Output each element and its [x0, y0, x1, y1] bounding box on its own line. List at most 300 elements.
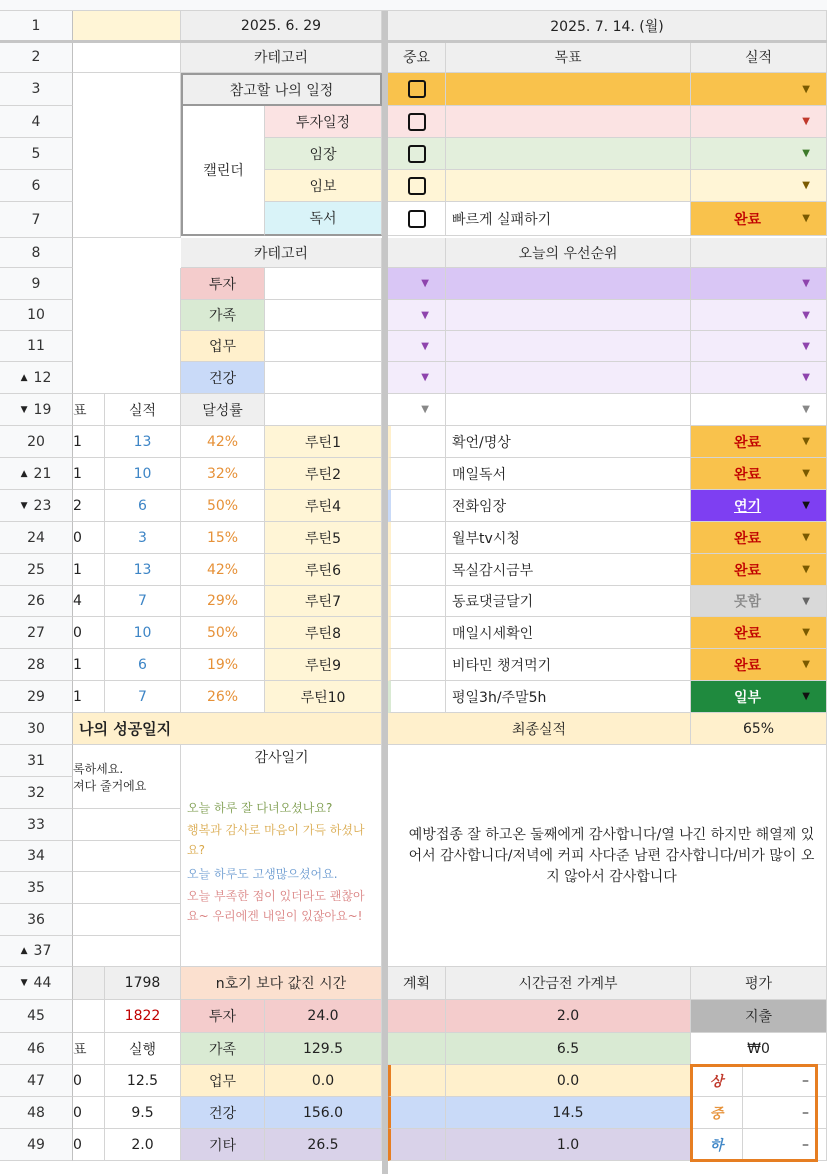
result-5[interactable]	[691, 138, 827, 170]
priority-category-2: 업무	[181, 331, 265, 362]
result-7[interactable]	[691, 202, 827, 236]
priority-dd-3[interactable]	[388, 362, 446, 394]
row-number: 3	[31, 81, 41, 97]
gratitude-text: 예방접종 잘 하고온 둘째에게 감사합니다/열 나긴 하지만 해열제 있어서 감사합니다/저녁에 커피 사다준 남편 감사합니다/비가 많이 오지 않아서 감사합니다	[408, 827, 815, 885]
routine-name: 루틴10	[265, 681, 382, 713]
schedule-item-invest: 투자일정	[265, 106, 382, 138]
eval-header: 평가	[691, 967, 827, 1000]
routine-result: 3	[105, 522, 181, 554]
dropdown-arrow-icon[interactable]: ▼	[802, 372, 810, 383]
dropdown-arrow-icon[interactable]: ▼	[802, 627, 810, 638]
row-header[interactable]	[0, 300, 73, 331]
routine-col-a: 0	[73, 522, 105, 554]
priority-category-header: 카테고리	[181, 238, 382, 268]
routine-status-dropdown[interactable]	[691, 649, 827, 681]
routine-status-dropdown[interactable]	[691, 554, 827, 586]
ledger-col-a: 0	[73, 1065, 105, 1097]
dropdown-arrow-icon[interactable]: ▼	[802, 564, 810, 575]
dropdown-arrow-icon[interactable]: ▼	[802, 404, 810, 415]
goal-4[interactable]	[446, 106, 691, 138]
row-header[interactable]	[0, 1033, 73, 1065]
cell-b9-12[interactable]	[73, 268, 181, 394]
success-journal-title: 나의 성공일지	[73, 713, 382, 745]
calendar-label: 캘린더	[181, 106, 265, 236]
ledger-plan[interactable]: 1.0	[446, 1129, 691, 1161]
routine-priority-a[interactable]	[388, 426, 446, 458]
routine-rate: 19%	[181, 649, 265, 681]
routine-col-a: 1	[73, 649, 105, 681]
row-number: 36	[27, 911, 45, 928]
ledger-plan[interactable]: 14.5	[446, 1097, 691, 1129]
routine-status-dropdown[interactable]	[691, 681, 827, 713]
row-number: 29	[27, 688, 45, 705]
ledger-cat: 업무	[181, 1065, 265, 1097]
routine-rate: 29%	[181, 586, 265, 617]
priority-dd-2[interactable]	[388, 331, 446, 362]
dropdown-arrow-icon[interactable]: ▼	[802, 468, 810, 479]
routine-task[interactable]: 월부tv시청	[446, 522, 691, 554]
routine-col-a: 1	[73, 681, 105, 713]
routine-status-dropdown[interactable]	[691, 617, 827, 649]
routine-name: 루틴8	[265, 617, 382, 649]
routine-blank-19	[265, 394, 382, 426]
date-left[interactable]: 2025. 6. 29	[181, 11, 382, 42]
routine-col-a: 1	[73, 426, 105, 458]
row-number: 47	[27, 1072, 45, 1089]
row-number: 19	[33, 401, 52, 418]
today-priority-header: 오늘의 우선순위	[446, 238, 691, 268]
ledger-col-a: 0	[73, 1129, 105, 1161]
result-3[interactable]	[691, 73, 827, 106]
ledger-plan-a[interactable]	[388, 1097, 446, 1129]
row-header[interactable]	[0, 458, 73, 490]
schedule-item-imbo: 임보	[265, 170, 382, 202]
row-header[interactable]	[0, 106, 73, 138]
dropdown-arrow-icon[interactable]: ▼	[802, 659, 810, 670]
priority-dd-19[interactable]	[388, 394, 446, 426]
dropdown-arrow-icon[interactable]: ▼	[421, 278, 429, 289]
grade-label: 상	[691, 1065, 743, 1097]
gratitude-title: 감사일기	[254, 750, 309, 766]
row-header[interactable]	[0, 202, 73, 238]
top-strip	[0, 0, 827, 11]
routine-priority-a[interactable]	[388, 586, 446, 617]
grade-spacer	[818, 1129, 827, 1161]
row-number: 4	[31, 113, 41, 130]
routine-col-a: 0	[73, 617, 105, 649]
routine-result: 7	[105, 681, 181, 713]
routine-status-text: 연기	[733, 498, 762, 515]
routine-name: 루틴7	[265, 586, 382, 617]
row-number: 35	[27, 879, 45, 896]
priority-blank-header	[388, 238, 446, 268]
importance-6[interactable]	[388, 170, 446, 202]
row-header[interactable]	[0, 681, 73, 713]
dropdown-arrow-icon[interactable]: ▼	[421, 404, 429, 415]
routine-status-text: 완료	[733, 434, 762, 451]
goal-6[interactable]	[446, 170, 691, 202]
row-number: 2	[31, 49, 41, 65]
success-journal-line2: 져다 줄거에요	[73, 777, 181, 809]
row-header[interactable]	[0, 586, 73, 617]
priority-result-3[interactable]	[691, 362, 827, 394]
cell-a45	[73, 1000, 105, 1033]
checkbox-icon[interactable]	[408, 210, 426, 228]
routine-status-dropdown[interactable]	[691, 490, 827, 522]
checkbox-icon[interactable]	[408, 80, 426, 98]
result-4[interactable]	[691, 106, 827, 138]
row-number: 45	[27, 1008, 45, 1024]
row-header[interactable]	[0, 1129, 73, 1161]
priority-category-value-2[interactable]	[265, 331, 382, 362]
grade-label: 하	[691, 1129, 743, 1161]
routine-status-text: 못함	[733, 594, 762, 610]
goal-5[interactable]	[446, 138, 691, 170]
routine-rate: 50%	[181, 617, 265, 649]
routine-task[interactable]: 비타민 챙겨먹기	[446, 649, 691, 681]
row-number: 32	[27, 784, 45, 801]
grade-outline	[690, 1064, 818, 1162]
ledger-plan-a[interactable]	[388, 1065, 446, 1097]
result-7-text: 완료	[733, 211, 762, 228]
row-header[interactable]	[0, 522, 73, 554]
success-journal-35[interactable]	[73, 872, 181, 904]
expand-up-icon[interactable]: ▲	[20, 468, 28, 479]
row-header[interactable]	[0, 872, 73, 904]
cell-b3-7[interactable]	[73, 73, 181, 238]
routine-priority-a[interactable]	[388, 617, 446, 649]
family-plan-a[interactable]	[388, 1033, 446, 1065]
routine-status-text: 완료	[733, 466, 762, 483]
row-header[interactable]	[0, 967, 73, 1000]
routine-task[interactable]: 동료댓글달기	[446, 586, 691, 617]
routine-status-text: 완료	[733, 562, 762, 579]
cell-b2[interactable]	[73, 42, 181, 73]
row-number: 1	[31, 18, 41, 34]
row-number: 12	[33, 369, 52, 386]
routine-priority-a[interactable]	[388, 490, 446, 522]
routine-col-a: 2	[73, 490, 105, 522]
routine-result: 6	[105, 649, 181, 681]
goal-3[interactable]	[446, 73, 691, 106]
ledger-val: 26.5	[265, 1129, 382, 1161]
collapse-down-icon[interactable]: ▼	[20, 978, 28, 988]
row-header[interactable]	[0, 362, 73, 394]
frozen-divider-horizontal	[0, 40, 827, 43]
expand-up-icon[interactable]: ▲	[20, 372, 28, 383]
grade-label: 중	[691, 1097, 743, 1129]
family-val: 129.5	[265, 1033, 382, 1065]
priority-result-0[interactable]	[691, 268, 827, 300]
priority-task-3[interactable]	[446, 362, 691, 394]
row-header[interactable]	[0, 170, 73, 202]
grade-spacer	[818, 1065, 827, 1097]
row-number: 49	[27, 1136, 45, 1153]
result-header: 실적	[691, 42, 827, 73]
grade-value[interactable]: –	[743, 1065, 818, 1097]
value-1822: 1822	[105, 1000, 181, 1033]
routine-task[interactable]: 매일시세확인	[446, 617, 691, 649]
row-header[interactable]	[0, 713, 73, 745]
dropdown-arrow-icon[interactable]: ▼	[802, 83, 810, 95]
row-number: 46	[27, 1040, 45, 1057]
family-plan[interactable]: 6.5	[446, 1033, 691, 1065]
priority-category-value-3[interactable]	[265, 362, 382, 394]
priority-category-1: 가족	[181, 300, 265, 331]
dropdown-arrow-icon[interactable]: ▼	[421, 372, 429, 383]
routine-result: 6	[105, 490, 181, 522]
priority-task-0[interactable]	[446, 268, 691, 300]
family-cat: 가족	[181, 1033, 265, 1065]
ledger-plan[interactable]: 0.0	[446, 1065, 691, 1097]
routine-task[interactable]: 목실감시금부	[446, 554, 691, 586]
invest-plan-a[interactable]	[388, 1000, 446, 1033]
row-header[interactable]	[0, 617, 73, 649]
checkbox-icon[interactable]	[408, 145, 426, 163]
ledger-cat: 건강	[181, 1097, 265, 1129]
row-number: 8	[31, 244, 41, 261]
gratitude-prompt3: 오늘 하루도 고생많으셨어요.	[187, 867, 338, 881]
routine-priority-a[interactable]	[388, 458, 446, 490]
goal-header: 목표	[446, 42, 691, 73]
row-number: 28	[27, 656, 45, 673]
ledger-exec: 9.5	[105, 1097, 181, 1129]
row-header[interactable]	[0, 1000, 73, 1033]
routine-status-dropdown[interactable]	[691, 458, 827, 490]
routine-task[interactable]: 매일독서	[446, 458, 691, 490]
routine-priority-a[interactable]	[388, 554, 446, 586]
row-header[interactable]	[0, 238, 73, 268]
row-header[interactable]	[0, 649, 73, 681]
dropdown-arrow-icon[interactable]: ▼	[802, 213, 810, 224]
invest-val: 24.0	[265, 1000, 382, 1033]
row-number: 44	[33, 975, 52, 991]
importance-3[interactable]	[388, 73, 446, 106]
row-number: 9	[31, 275, 41, 292]
row-header[interactable]	[0, 554, 73, 586]
success-journal-line1: 록하세요.	[73, 745, 181, 777]
routine-name: 루틴4	[265, 490, 382, 522]
row-header[interactable]	[0, 73, 73, 106]
row-number: 27	[27, 624, 45, 641]
row-number: 25	[27, 561, 45, 578]
ledger-cat: 기타	[181, 1129, 265, 1161]
priority-category-3: 건강	[181, 362, 265, 394]
row-number: 21	[33, 465, 52, 482]
routine-status-dropdown[interactable]	[691, 586, 827, 617]
dropdown-arrow-icon[interactable]: ▼	[421, 340, 429, 352]
collapse-down-icon[interactable]: ▼	[20, 404, 28, 415]
importance-header: 중요	[388, 42, 446, 73]
routine-rate: 42%	[181, 554, 265, 586]
frozen-divider-vertical	[382, 0, 388, 1174]
row-number: 31	[27, 752, 45, 769]
routine-result: 7	[105, 586, 181, 617]
routine-col-a-header: 표	[73, 394, 105, 426]
priority-category-value-1[interactable]	[265, 300, 382, 331]
row-header[interactable]	[0, 268, 73, 300]
routine-rate: 42%	[181, 426, 265, 458]
row-header[interactable]	[0, 1097, 73, 1129]
time-title: n호기 보다 값진 시간	[181, 967, 382, 1000]
row-number: 7	[31, 211, 41, 228]
row-number: 23	[33, 497, 52, 514]
dropdown-arrow-icon[interactable]: ▼	[802, 691, 810, 702]
routine-rate: 15%	[181, 522, 265, 554]
exec-header: 실행	[105, 1033, 181, 1065]
priority-result-19[interactable]	[691, 394, 827, 426]
success-journal-37[interactable]	[73, 936, 181, 967]
importance-4[interactable]	[388, 106, 446, 138]
routine-status-text: 완료	[733, 625, 762, 642]
final-result-value: 65%	[691, 713, 827, 745]
routine-result: 10	[105, 617, 181, 649]
row-number: 37	[33, 943, 52, 959]
routine-status-text: 일부	[733, 689, 762, 706]
dropdown-arrow-icon[interactable]: ▼	[802, 436, 810, 447]
dropdown-arrow-icon[interactable]: ▼	[802, 595, 810, 607]
priority-result-1[interactable]	[691, 300, 827, 331]
grade-spacer	[818, 1097, 827, 1129]
priority-task-1[interactable]	[446, 300, 691, 331]
ledger-col-a-header: 표	[73, 1033, 105, 1065]
won-value: ₩0	[691, 1033, 827, 1065]
invest-cat: 투자	[181, 1000, 265, 1033]
routine-name: 루틴9	[265, 649, 382, 681]
importance-7[interactable]	[388, 202, 446, 236]
row-number: 11	[27, 338, 45, 354]
row-number: 10	[27, 307, 45, 323]
row-header[interactable]	[0, 777, 73, 809]
priority-category-0: 투자	[181, 268, 265, 300]
routine-col-a: 1	[73, 554, 105, 586]
ledger-val: 156.0	[265, 1097, 382, 1129]
routine-status-dropdown[interactable]	[691, 522, 827, 554]
dropdown-arrow-icon[interactable]: ▼	[802, 278, 810, 289]
grade-value[interactable]: –	[743, 1097, 818, 1129]
routine-result: 10	[105, 458, 181, 490]
dropdown-arrow-icon[interactable]: ▼	[802, 148, 810, 159]
routine-name: 루틴2	[265, 458, 382, 490]
routine-task[interactable]: 평일3h/주말5h	[446, 681, 691, 713]
gratitude-prompt4: 오늘 부족한 점이 있더라도 괜찮아요~ 우리에겐 내일이 있잖아요~!	[187, 889, 365, 923]
row-header[interactable]	[0, 809, 73, 841]
checkbox-icon[interactable]	[408, 177, 426, 195]
routine-priority-a[interactable]	[388, 522, 446, 554]
routine-col-a: 4	[73, 586, 105, 617]
dropdown-arrow-icon[interactable]: ▼	[802, 180, 810, 191]
routine-name: 루틴1	[265, 426, 382, 458]
routine-status-text: 완료	[733, 657, 762, 674]
dropdown-arrow-icon[interactable]: ▼	[802, 500, 810, 511]
dropdown-arrow-icon[interactable]: ▼	[802, 532, 810, 543]
row-header[interactable]	[0, 426, 73, 458]
cell-b1[interactable]	[73, 11, 181, 42]
ledger-exec: 12.5	[105, 1065, 181, 1097]
routine-rate-header: 달성률	[181, 394, 265, 426]
row-number: 33	[27, 816, 45, 833]
routine-col-a: 1	[73, 458, 105, 490]
priority-task-19[interactable]	[446, 394, 691, 426]
row-header[interactable]	[0, 490, 73, 522]
row-header[interactable]	[0, 936, 73, 967]
priority-dd-1[interactable]	[388, 300, 446, 331]
row-header[interactable]	[0, 904, 73, 936]
routine-task[interactable]: 확언/명상	[446, 426, 691, 458]
priority-task-2[interactable]	[446, 331, 691, 362]
importance-5[interactable]	[388, 138, 446, 170]
ledger-col-a: 0	[73, 1097, 105, 1129]
routine-rate: 26%	[181, 681, 265, 713]
row-header[interactable]	[0, 138, 73, 170]
row-number: 6	[31, 177, 41, 194]
goal-7[interactable]: 빠르게 실패하기	[446, 202, 691, 236]
routine-priority-a[interactable]	[388, 681, 446, 713]
row-number: 30	[27, 720, 45, 737]
schedule-item-reading: 독서	[265, 202, 382, 236]
row-header[interactable]	[0, 331, 73, 362]
schedule-item-imjang: 임장	[265, 138, 382, 170]
gratitude-prompt2: 행복과 감사로 마음이 가득 하셨나요?	[187, 823, 365, 857]
ledger-plan-a[interactable]	[388, 1129, 446, 1161]
routine-task[interactable]: 전화임장	[446, 490, 691, 522]
routine-result: 13	[105, 554, 181, 586]
priority-dd-0[interactable]	[388, 268, 446, 300]
schedule-ref-label: 참고할 나의 일정	[181, 73, 382, 106]
dropdown-arrow-icon[interactable]: ▼	[802, 340, 810, 352]
row-header[interactable]	[0, 745, 73, 777]
value-1798: 1798	[105, 967, 181, 1000]
priority-result-header	[691, 238, 827, 268]
row-header[interactable]	[0, 11, 73, 42]
final-result-label: 최종실적	[388, 713, 691, 745]
row-number: 34	[27, 848, 45, 864]
success-journal-34[interactable]	[73, 841, 181, 872]
checkbox-icon[interactable]	[408, 113, 426, 131]
row-header[interactable]	[0, 394, 73, 426]
gratitude-prompt1: 오늘 하루 잘 다녀오셨나요?	[187, 801, 333, 815]
dropdown-arrow-icon[interactable]: ▼	[802, 116, 810, 127]
priority-result-2[interactable]	[691, 331, 827, 362]
row-header[interactable]	[0, 841, 73, 872]
result-6[interactable]	[691, 170, 827, 202]
grade-value[interactable]: –	[743, 1129, 818, 1161]
expand-up-icon[interactable]: ▲	[20, 946, 28, 956]
success-journal-33[interactable]	[73, 809, 181, 841]
row-number: 48	[27, 1104, 45, 1121]
dropdown-arrow-icon[interactable]: ▼	[421, 309, 429, 321]
routine-priority-a[interactable]	[388, 649, 446, 681]
success-journal-36[interactable]	[73, 904, 181, 936]
cell-a44	[73, 967, 105, 1000]
row-header[interactable]	[0, 42, 73, 73]
row-number: 5	[31, 145, 41, 162]
routine-status-text: 완료	[733, 530, 762, 547]
invest-plan[interactable]: 2.0	[446, 1000, 691, 1033]
routine-status-dropdown[interactable]	[691, 426, 827, 458]
row-number: 20	[27, 433, 45, 450]
priority-category-value-0[interactable]	[265, 268, 382, 300]
category-header: 카테고리	[181, 42, 382, 73]
collapse-down-icon[interactable]: ▼	[20, 500, 28, 511]
expense-label: 지출	[691, 1000, 827, 1033]
date-right[interactable]: 2025. 7. 14. (월)	[388, 11, 827, 42]
row-header[interactable]	[0, 1065, 73, 1097]
routine-name: 루틴5	[265, 522, 382, 554]
dropdown-arrow-icon[interactable]: ▼	[802, 309, 810, 321]
row-number: 26	[27, 593, 45, 609]
routine-rate: 32%	[181, 458, 265, 490]
